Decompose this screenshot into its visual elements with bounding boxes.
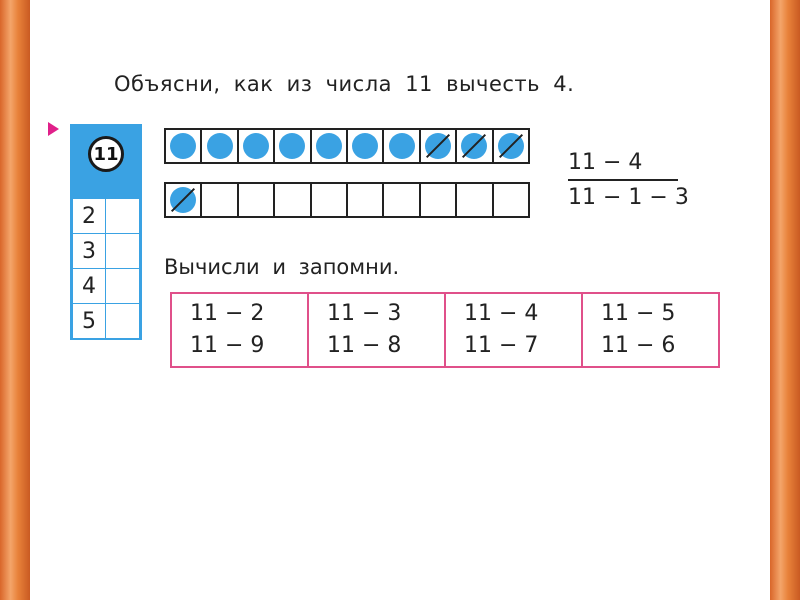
table-row-blank — [106, 234, 139, 268]
crossed-dot-icon — [498, 133, 524, 159]
crossed-dot-icon — [170, 187, 196, 213]
strip-cell — [202, 184, 238, 216]
table-row-number: 3 — [73, 234, 105, 268]
strip-cell — [275, 130, 311, 162]
table-row — [73, 269, 139, 303]
textbook-page — [30, 0, 770, 600]
calc-expression: 11 − 5 — [601, 301, 676, 326]
strip-cell — [494, 184, 528, 216]
strip-cell — [494, 130, 528, 162]
strip-cell — [312, 184, 348, 216]
counting-strip-bottom — [164, 182, 530, 218]
counter-dot-icon — [170, 133, 196, 159]
table-row-blank — [106, 269, 139, 303]
calc-expression: 11 − 9 — [190, 333, 265, 358]
calculation-table — [170, 292, 720, 368]
calc-expression: 11 − 8 — [327, 333, 402, 358]
strip-cell — [384, 130, 420, 162]
table-row-number: 5 — [73, 304, 105, 338]
equation-line-1: 11 − 4 — [568, 150, 678, 181]
strip-cell — [457, 184, 493, 216]
calc-expression: 11 − 3 — [327, 301, 402, 326]
table-row — [73, 234, 139, 268]
strip-cell — [166, 130, 202, 162]
crossed-dot-icon — [461, 133, 487, 159]
table-row-blank — [106, 199, 139, 233]
crossed-dot-icon — [425, 133, 451, 159]
task-subtitle: Вычисли и запомни. — [164, 255, 400, 279]
strip-cell — [384, 184, 420, 216]
strip-cell — [457, 130, 493, 162]
table-row-number: 4 — [73, 269, 105, 303]
page-border-right — [770, 0, 800, 600]
strip-cell — [166, 184, 202, 216]
strip-cell — [348, 130, 384, 162]
strip-cell — [421, 130, 457, 162]
strip-cell — [239, 184, 275, 216]
strip-cell — [421, 184, 457, 216]
counter-dot-icon — [243, 133, 269, 159]
table-head-number: 11 — [88, 136, 124, 172]
calc-expression: 11 − 4 — [464, 301, 539, 326]
equation-line-2: 11 − 1 − 3 — [568, 185, 689, 210]
calc-cell — [309, 294, 446, 366]
strip-cell — [275, 184, 311, 216]
table-row — [73, 199, 139, 233]
calc-expression: 11 − 7 — [464, 333, 539, 358]
counter-dot-icon — [352, 133, 378, 159]
counter-dot-icon — [316, 133, 342, 159]
composition-table — [70, 124, 142, 340]
table-row-blank — [106, 304, 139, 338]
page-border-left — [0, 0, 30, 600]
task-marker-icon — [48, 122, 59, 136]
strip-cell — [239, 130, 275, 162]
calc-cell — [172, 294, 309, 366]
counter-dot-icon — [389, 133, 415, 159]
calc-cell — [583, 294, 718, 366]
task-instruction: Объясни, как из числа 11 вычесть 4. — [114, 72, 575, 96]
table-row-number: 2 — [73, 199, 105, 233]
calc-expression: 11 − 6 — [601, 333, 676, 358]
strip-cell — [348, 184, 384, 216]
table-row — [73, 304, 139, 338]
table-rows — [73, 199, 139, 339]
counter-dot-icon — [279, 133, 305, 159]
calc-expression: 11 − 2 — [190, 301, 265, 326]
strip-cell — [312, 130, 348, 162]
counting-strip-top — [164, 128, 530, 164]
strip-cell — [202, 130, 238, 162]
counter-dot-icon — [207, 133, 233, 159]
calc-cell — [446, 294, 583, 366]
